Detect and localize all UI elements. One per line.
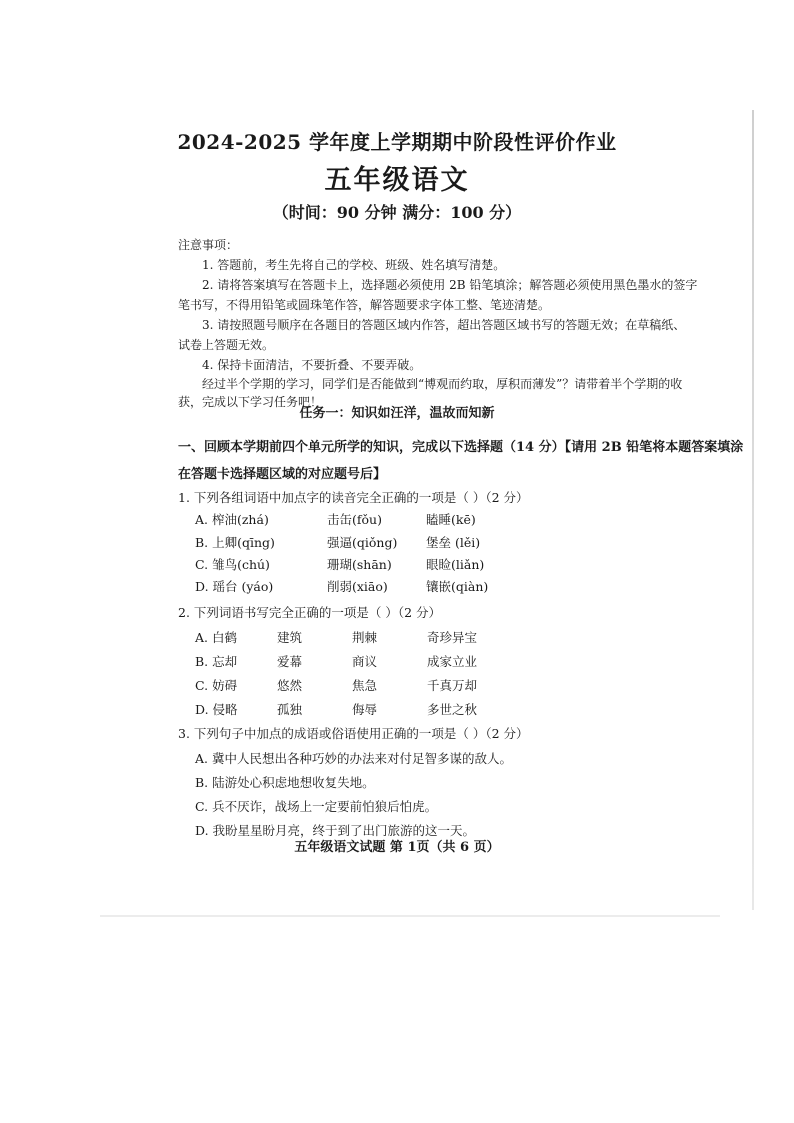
note-item: 3. 请按照题号顺序在各题目的答题区域内作答，超出答题区域书写的答题无效；在草稿纸、 bbox=[202, 318, 686, 332]
scan-edge-shadow bbox=[752, 110, 754, 910]
section-heading-cont: 在答题卡选择题区域的对应题号后】 bbox=[178, 467, 387, 482]
note-item: 试卷上答题无效。 bbox=[178, 338, 275, 352]
option-word: D. 侵略 bbox=[195, 702, 238, 717]
subject-title: 五年级语文 bbox=[324, 165, 470, 196]
note-item: 经过半个学期的学习，同学们是否能做到“博观而约取，厚积而薄发”？请带着半个学期的收 bbox=[202, 377, 683, 391]
option-word: A. 白鹤 bbox=[195, 630, 237, 645]
page-footer: 五年级语文试题 第 1页（共 6 页） bbox=[294, 840, 500, 855]
task-title: 任务一：知识如汪洋，温故而知新 bbox=[299, 406, 495, 421]
time-score-info: （时间：90 分钟 满分：100 分） bbox=[272, 203, 522, 222]
option-word: 眼睑(liǎn) bbox=[426, 557, 485, 572]
note-item: 获，完成以下学习任务吧！ bbox=[178, 395, 323, 409]
question-3-option-b: B. 陆游处心积虑地想收复失地。 bbox=[195, 775, 375, 790]
option-word: 悠然 bbox=[277, 678, 303, 693]
question-3-option-c: C. 兵不厌诈，战场上一定要前怕狼后怕虎。 bbox=[195, 799, 438, 814]
note-item: 1. 答题前，考生先将自己的学校、班级、姓名填写清楚。 bbox=[202, 258, 506, 272]
option-word: 奇珍异宝 bbox=[427, 630, 478, 645]
question-1-stem: 1. 下列各组词语中加点字的读音完全正确的一项是（ ）（2 分） bbox=[178, 490, 529, 505]
scan-bottom-shadow bbox=[100, 915, 720, 917]
option-word: D. 瑶台 (yáo) bbox=[195, 579, 274, 594]
option-word: 千真万却 bbox=[427, 678, 478, 693]
option-word: 荆棘 bbox=[352, 630, 378, 645]
option-word: 强逼(qiǒng) bbox=[327, 535, 398, 550]
option-word: 削弱(xiāo) bbox=[327, 579, 388, 594]
option-word: 瞌睡(kē) bbox=[426, 512, 476, 527]
notes-heading: 注意事项： bbox=[178, 238, 239, 252]
option-word: 击缶(fǒu) bbox=[327, 512, 382, 527]
question-2-stem: 2. 下列词语书写完全正确的一项是（ ）（2 分） bbox=[178, 605, 442, 620]
option-word: C. 雏鸟(chú) bbox=[195, 557, 270, 572]
option-word: 镶嵌(qiàn) bbox=[426, 579, 489, 594]
note-item: 2. 请将答案填写在答题卡上，选择题必须使用 2B 铅笔填涂；解答题必须使用黑色墨水的签字 bbox=[202, 278, 698, 292]
option-word: 成家立业 bbox=[427, 654, 478, 669]
option-word: 珊瑚(shān) bbox=[327, 557, 392, 572]
note-item: 笔书写，不得用铅笔或圆珠笔作答，解答题要求字体工整、笔迹清楚。 bbox=[178, 298, 551, 312]
question-3-option-a: A. 冀中人民想出各种巧妙的办法来对付足智多谋的敌人。 bbox=[195, 751, 512, 766]
option-word: A. 榨油(zhá) bbox=[195, 512, 269, 527]
option-word: 爱幕 bbox=[277, 654, 303, 669]
option-word: 堡垒 (lěi) bbox=[426, 535, 481, 550]
option-word: 侮辱 bbox=[352, 702, 378, 717]
option-word: 焦急 bbox=[352, 678, 378, 693]
option-word: C. 妨碍 bbox=[195, 678, 238, 693]
option-word: 孤独 bbox=[277, 702, 303, 717]
question-3-stem: 3. 下列句子中加点的成语或俗语使用正确的一项是（ ）（2 分） bbox=[178, 726, 529, 741]
option-word: 商议 bbox=[352, 654, 378, 669]
option-word: 多世之秋 bbox=[427, 702, 478, 717]
option-word: B. 忘却 bbox=[195, 654, 238, 669]
question-3-option-d: D. 我盼星星盼月亮，终于到了出门旅游的这一天。 bbox=[195, 823, 476, 838]
exam-title: 2024-2025 学年度上学期期中阶段性评价作业 bbox=[177, 130, 617, 154]
note-item: 4. 保持卡面清洁，不要折叠、不要弄破。 bbox=[202, 358, 422, 372]
option-word: B. 上卿(qīng) bbox=[195, 535, 275, 550]
section-heading: 一、回顾本学期前四个单元所学的知识，完成以下选择题（14 分）【请用 2B 铅笔将本题答案填涂 bbox=[178, 440, 744, 455]
option-word: 建筑 bbox=[277, 630, 303, 645]
